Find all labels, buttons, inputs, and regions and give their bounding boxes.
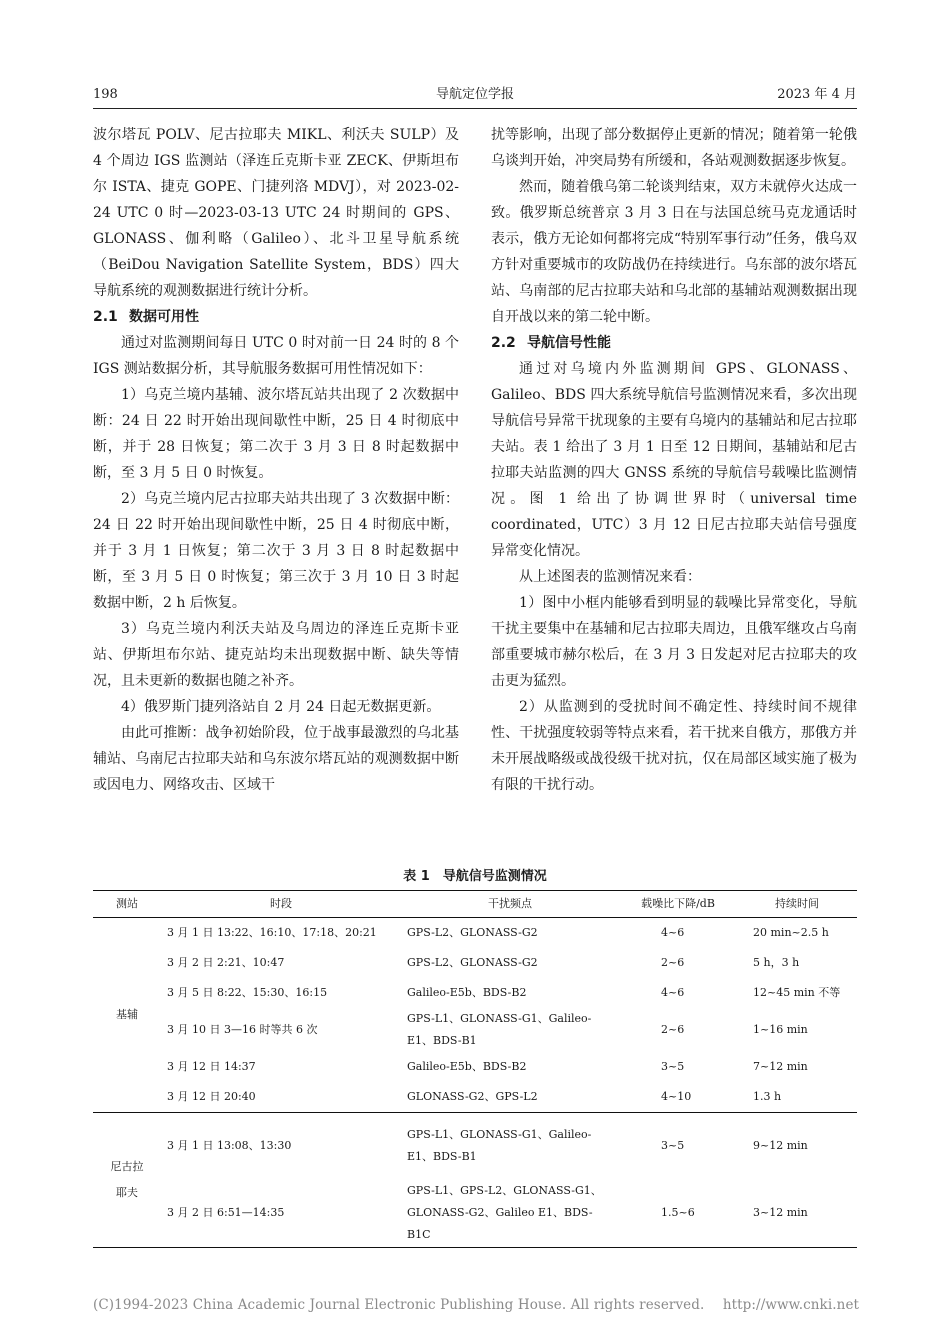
frequency-cell (401, 1179, 619, 1248)
period-cell: 3 月 2 日 6:51—14:35 (167, 1206, 285, 1219)
duration-cell: 1.3 h (753, 1090, 782, 1103)
frequency-line: GPS-L1、GPS-L2、GLONASS-G1、 (407, 1184, 602, 1197)
duration-cell: 9~12 min (737, 1113, 857, 1180)
paragraph: 从上述图表的监测情况来看： (519, 569, 701, 585)
period-cell: 3 月 5 日 8:22、15:30、16:15 (167, 986, 328, 999)
section-heading-2-2 (491, 330, 857, 356)
frequency-cell: Galileo-E5b、BDS-B2 (407, 986, 527, 999)
cnki-link[interactable]: http://www.cnki.net (722, 1297, 860, 1313)
issue-date: 2023 年 4 月 (777, 87, 857, 102)
frequency-cell (401, 1113, 619, 1180)
frequency-cell: Galileo-E5b、BDS-B2 (407, 1060, 527, 1073)
duration-cell: 3~12 min (753, 1206, 808, 1219)
period-cell: 3 月 1 日 13:22、16:10、17:18、20:21 (167, 926, 377, 939)
intro-paragraph: 波尔塔瓦 POLV、尼古拉耶夫 MIKL、利沃夫 SULP）及 4 个周边 IGS 监测站（泽连丘克斯卡亚 ZECK、伊斯坦布尔 ISTA、捷克 GOPE、门捷列洛 MDVJ），对 2023-02-24 UTC 0 时—2023-03-13 UTC 24 时期间的 GPS、GLONASS、伽利略（Galileo）、北斗卫星导航系统（BeiDou Navigation Satellite System，BDS）四大导航系统的观测数据进行统计分析。 (93, 127, 459, 299)
table-row (93, 918, 857, 949)
period-cell: 3 月 1 日 13:08、13:30 (161, 1113, 401, 1180)
table-row (93, 1113, 857, 1180)
paragraph: 通过对乌境内外监测期间 GPS、GLONASS、Galileo、BDS 四大系统导航信号监测情况来看，多次出现导航信号异常干扰现象的主要有乌境内的基辅站和尼古拉耶夫站。表 1 给出了 3 月 1 日至 12 日期间，基辅站和尼古拉耶夫站监测的四大 GNSS 系统的导航信号载噪比监测情况。图 1 给出了协调世界时（universal time coordinated，UTC）3 月 12 日尼古拉耶夫站信号强度异常变化情况。 (491, 361, 857, 559)
section-number: 2.1 (93, 309, 118, 325)
section-title: 数据可用性 (129, 309, 199, 325)
frequency-cell: GPS-L2、GLONASS-G2 (407, 956, 538, 969)
frequency-cell: GPS-L2、GLONASS-G2 (407, 926, 538, 939)
paragraph: 2）从监测到的受扰时间不确定性、持续时间不规律性、干扰强度较弱等特点来看，若干扰来自俄方，那俄方并未开展战略级或战役级干扰对抗，仅在局部区域实施了极为有限的干扰行动。 (491, 699, 857, 793)
journal-title: 导航定位学报 (435, 87, 514, 102)
duration-cell: 20 min~2.5 h (753, 926, 829, 939)
cn0-cell: 4~6 (661, 926, 685, 939)
section-heading-2-1 (93, 304, 459, 330)
period-cell: 3 月 12 日 14:37 (167, 1060, 256, 1073)
paragraph: 1）图中小框内能够看到明显的载噪比异常变化，导航干扰主要集中在基辅和尼古拉耶夫周边，且俄军继攻占乌南部重要城市赫尔松后，在 3 月 3 日发起对尼古拉耶夫的攻击更为猛烈。 (491, 595, 857, 689)
table-row (93, 1052, 857, 1082)
header-period: 时段 (161, 891, 401, 918)
frequency-line: E1、BDS-B1 (407, 1150, 477, 1163)
duration-cell: 1~16 min (753, 1023, 808, 1036)
copyright-text: (C)1994-2023 China Academic Journal Electronic Publishing House. All rights reserved. (93, 1297, 705, 1313)
frequency-line: GLONASS-G2、Galileo E1、BDS- (407, 1206, 593, 1219)
table-row (93, 948, 857, 978)
cn0-cell: 4~10 (661, 1090, 692, 1103)
header-station: 测站 (93, 891, 161, 918)
copyright-footer (93, 1297, 859, 1313)
table-row (93, 1179, 857, 1248)
paragraph: 1）乌克兰境内基辅、波尔塔瓦站共出现了 2 次数据中断：24 日 22 时开始出现间歇性中断，25 日 4 时彻底中断，并于 28 日恢复；第二次于 3 月 3 日 8 时起数据中断，至 3 月 5 日 0 时恢复。 (93, 387, 459, 481)
right-column (491, 122, 857, 798)
period-cell: 3 月 2 日 2:21、10:47 (167, 956, 285, 969)
station-line: 尼古拉 (110, 1160, 144, 1173)
frequency-line: GPS-L1、GLONASS-G1、Galileo- (407, 1128, 592, 1141)
cn0-cell: 1.5~6 (661, 1206, 695, 1219)
table-row (93, 1082, 857, 1113)
section-title: 导航信号性能 (527, 335, 611, 351)
cn0-cell: 3~5 (619, 1113, 737, 1180)
paragraph: 3）乌克兰境内利沃夫站及乌周边的泽连丘克斯卡亚站、伊斯坦布尔站、捷克站均未出现数据中断、缺失等情况，且未更新的数据也随之补齐。 (93, 621, 459, 689)
monitoring-table (93, 890, 857, 1248)
frequency-cell (401, 1008, 619, 1052)
header-rule (93, 108, 857, 109)
table-header-row (93, 891, 857, 918)
station-cell: 基辅 (116, 1008, 138, 1021)
continued-paragraph: 扰等影响，出现了部分数据停止更新的情况；随着第一轮俄乌谈判开始，冲突局势有所缓和，各站观测数据逐步恢复。 (491, 127, 857, 169)
table-row (93, 978, 857, 1008)
station-line: 耶夫 (116, 1186, 138, 1199)
frequency-line: B1C (407, 1228, 431, 1241)
duration-cell: 12~45 min 不等 (753, 986, 841, 999)
cn0-cell: 4~6 (661, 986, 685, 999)
header-duration: 持续时间 (737, 891, 857, 918)
left-column (93, 122, 459, 798)
frequency-line: E1、BDS-B1 (407, 1034, 477, 1047)
period-cell: 3 月 10 日 3—16 时等共 6 次 (167, 1023, 318, 1036)
page-number: 198 (93, 87, 118, 102)
paragraph: 2）乌克兰境内尼古拉耶夫站共出现了 3 次数据中断：24 日 22 时开始出现间歇性中断，25 日 4 时彻底中断，并于 3 月 1 日恢复；第二次于 3 月 3 日 8 时起数据中断，至 3 月 5 日 0 时恢复；第三次于 3 月 10 日 3 时起数据中断，2 h 后恢复。 (93, 491, 459, 611)
paragraph: 4）俄罗斯门捷列洛站自 2 月 24 日起无数据更新。 (121, 699, 441, 715)
period-cell: 3 月 12 日 20:40 (167, 1090, 256, 1103)
paragraph: 然而，随着俄乌第二轮谈判结束，双方未就停火达成一致。俄罗斯总统普京 3 月 3 日在与法国总统马克龙通话时表示，俄方无论如何都将完成“特别军事行动”任务，俄乌双方针对重要城市的攻防战仍在持续进行。乌东部的波尔塔瓦站、乌南部的尼古拉耶夫站和乌北部的基辅站观测数据出现自开战以来的第二轮中断。 (491, 179, 857, 325)
table-row (93, 1008, 857, 1052)
frequency-line: GPS-L1、GLONASS-G1、Galileo- (407, 1012, 592, 1025)
paragraph: 由此可推断：战争初始阶段，位于战事最激烈的乌北基辅站、乌南尼古拉耶夫站和乌东波尔塔瓦站的观测数据中断或因电力、网络攻击、区域干 (93, 725, 459, 793)
table-caption: 表 1 导航信号监测情况 (403, 869, 547, 884)
header-frequency: 干扰频点 (401, 891, 619, 918)
header-cn0-drop: 载噪比下降/dB (619, 891, 737, 918)
frequency-cell: GLONASS-G2、GPS-L2 (407, 1090, 538, 1103)
duration-cell: 5 h，3 h (753, 956, 800, 969)
station-cell (93, 1113, 161, 1248)
duration-cell: 7~12 min (753, 1060, 808, 1073)
section-number: 2.2 (491, 335, 516, 351)
paragraph: 通过对监测期间每日 UTC 0 时对前一日 24 时的 8 个 IGS 测站数据分析，其导航服务数据可用性情况如下： (93, 335, 459, 377)
cn0-cell: 2~6 (661, 1023, 685, 1036)
cn0-cell: 2~6 (661, 956, 685, 969)
cn0-cell: 3~5 (661, 1060, 685, 1073)
